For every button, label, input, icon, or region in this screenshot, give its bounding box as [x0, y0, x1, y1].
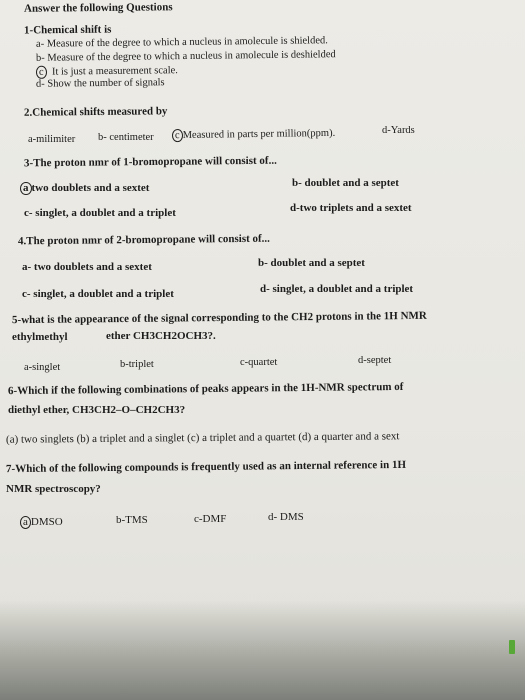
q3-option-b: b- doublet and a septet	[292, 177, 399, 189]
q6-options: (a) two singlets (b) a triplet and a singlet (c) a triplet and a quartet (d) a quarter and a sext	[5, 430, 400, 446]
q2-option-c-text: Measured in parts per million(ppm).	[182, 127, 336, 141]
answer-circle-mark: a	[20, 516, 31, 529]
q6-question-line2: diethyl ether, CH3CH2–O–CH2CH3?	[8, 404, 186, 416]
answer-circle-mark: c	[172, 129, 183, 142]
q3-option-c: c- singlet, a doublet and a triplet	[24, 207, 176, 219]
q5-option-a: a-singlet	[24, 362, 61, 373]
q1-title: 1-Chemical shift is	[23, 23, 112, 37]
q3-option-a-text: two doublets and a sextet	[31, 182, 150, 194]
q1-option-d: d- Show the number of signals	[35, 77, 165, 90]
q5-question-line2a: ethylmethyl	[12, 331, 68, 343]
answer-circle-mark: a	[20, 182, 32, 195]
q5-option-b: b-triplet	[120, 359, 154, 370]
q1-option-c-text: It is just a measurement scale.	[51, 65, 178, 78]
q4-option-d: d- singlet, a doublet and a triplet	[260, 283, 414, 295]
q2-option-c	[172, 127, 335, 142]
q5-option-c: c-quartet	[240, 357, 278, 368]
q7-question-line1: 7-Which of the following compounds is frequently used as an internal reference in 1H	[5, 458, 407, 476]
q4-title: 4.The proton nmr of 2-bromopropane will consist of...	[17, 232, 270, 248]
q2-option-d: d-Yards	[382, 125, 415, 136]
q4-option-b: b- doublet and a septet	[258, 257, 365, 269]
q2-option-a: a-milimiter	[28, 134, 76, 145]
q7-option-b: b-TMS	[116, 514, 148, 526]
q3-option-a	[20, 182, 149, 195]
q4-option-c: c- singlet, a doublet and a triplet	[22, 288, 174, 300]
q3-title: 3-The proton nmr of 1-bromopropane will consist of...	[23, 154, 277, 170]
q1-option-b: b- Measure of the degree to which a nucleus in amolecule is deshielded	[35, 49, 336, 64]
worksheet-header: Answer the following Questions	[23, 1, 173, 15]
green-edge-mark	[509, 640, 515, 654]
q7-option-c: c-DMF	[194, 513, 227, 525]
q3-option-d: d-two triplets and a sextet	[290, 202, 412, 214]
q4-option-a: a- two doublets and a sextet	[22, 261, 152, 273]
photo-shadow	[0, 600, 525, 700]
q5-option-d: d-septet	[358, 355, 392, 366]
q7-option-a	[20, 516, 63, 529]
q5-question-line1: 5-what is the appearance of the signal corresponding to the CH2 protons in the 1H NMR	[11, 309, 427, 327]
q2-option-b: b- centimeter	[98, 132, 154, 143]
answer-circle-mark: c	[36, 66, 47, 79]
q7-option-d: d- DMS	[268, 511, 304, 523]
q7-question-line2: NMR spectroscopy?	[6, 483, 101, 495]
q7-option-a-text: DMSO	[30, 516, 63, 528]
q6-question-line1: 6-Which if the following combinations of peaks appears in the 1H-NMR spectrum of	[7, 380, 404, 398]
q2-title: 2.Chemical shifts measured by	[23, 105, 168, 119]
q1-option-a: a- Measure of the degree to which a nucleus in amolecule is shielded.	[35, 35, 328, 50]
q5-question-line2b: ether CH3CH2OCH3?.	[106, 330, 216, 342]
